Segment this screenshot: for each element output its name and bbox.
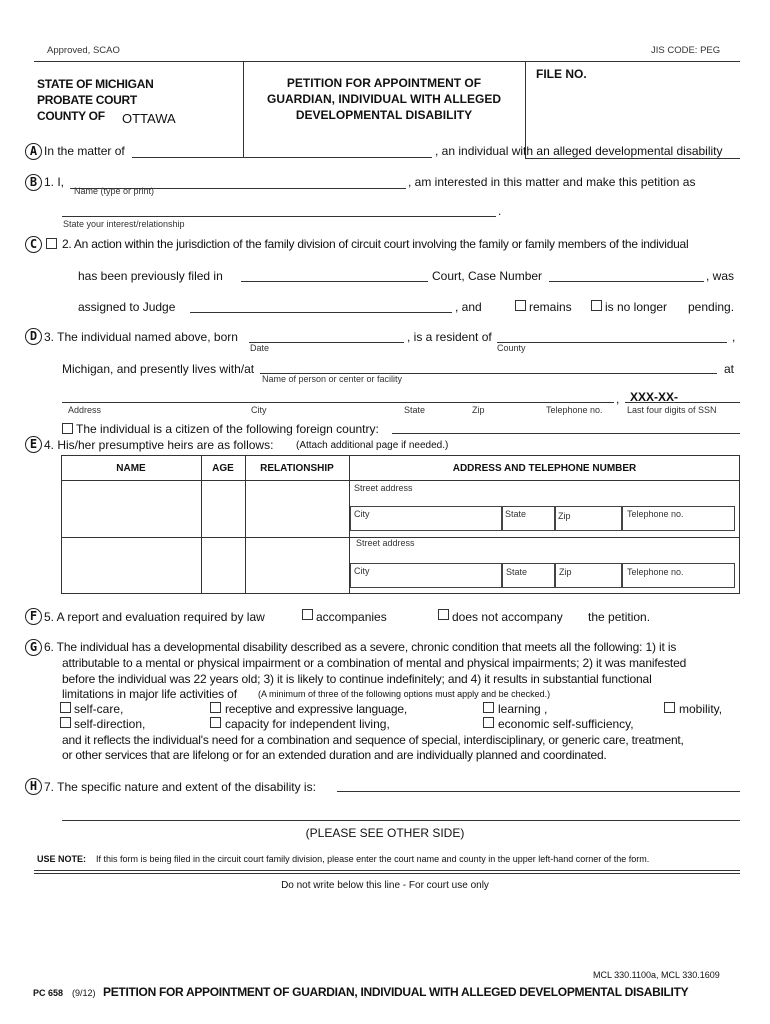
approved-scao: Approved, SCAO bbox=[47, 45, 120, 56]
heir-name-cell[interactable] bbox=[62, 481, 200, 536]
marker-f: F bbox=[25, 608, 42, 625]
col-relationship-header: RELATIONSHIP bbox=[260, 463, 334, 474]
zip-label: Zip bbox=[558, 511, 571, 521]
file-no-label: FILE NO. bbox=[536, 67, 587, 81]
telephone-label: Telephone no. bbox=[627, 509, 684, 519]
court-use-rule-1 bbox=[34, 870, 740, 871]
nature-extent-field-2[interactable] bbox=[62, 820, 740, 821]
heir-relationship-cell[interactable] bbox=[246, 481, 348, 536]
foreign-citizen-label: The individual is a citizen of the following foreign country: bbox=[76, 422, 379, 436]
judge-field[interactable] bbox=[190, 312, 452, 313]
county-hint: County bbox=[497, 343, 526, 353]
title-line-2: GUARDIAN, INDIVIDUAL WITH ALLEGED bbox=[267, 92, 501, 106]
street-address-label: Street address bbox=[356, 538, 415, 548]
marker-d: D bbox=[25, 328, 42, 345]
needs-line-2: or other services that are lifelong or for an extended duration and are individually planned and coordinated. bbox=[62, 748, 607, 762]
state-label: State bbox=[505, 509, 527, 519]
telephone-label: Telephone no. bbox=[627, 567, 684, 577]
language-label: receptive and expressive language, bbox=[225, 702, 407, 716]
city-label: City bbox=[354, 566, 370, 576]
criteria-line-3: before the individual was 22 years old; 3) it is likely to continue indefinitely; and 4) it results in substantial functional bbox=[62, 672, 652, 686]
city-cell[interactable] bbox=[350, 563, 502, 588]
self-care-checkbox[interactable] bbox=[60, 702, 71, 713]
does-not-accompany-label: does not accompany bbox=[452, 610, 563, 624]
matter-of-label: In the matter of bbox=[44, 144, 125, 158]
telephone-hint: Telephone no. bbox=[546, 405, 603, 415]
state-label: STATE OF MICHIGAN bbox=[37, 77, 154, 91]
date-hint: Date bbox=[250, 343, 270, 353]
state-label: State bbox=[506, 567, 528, 577]
criteria-line-2: attributable to a mental or physical impairment or a combination of mental and physical impairments; 2) it was manifested bbox=[62, 656, 687, 670]
ssn-value: XXX-XX- bbox=[630, 390, 679, 404]
does-not-accompany-checkbox[interactable] bbox=[438, 609, 449, 620]
no-longer-checkbox[interactable] bbox=[591, 300, 602, 311]
foreign-country-field[interactable] bbox=[392, 433, 740, 434]
footer-form-title: PETITION FOR APPOINTMENT OF GUARDIAN, INDIVIDUAL WITH ALLEGED DEVELOPMENTAL DISABILITY bbox=[103, 985, 689, 999]
economic-self-sufficiency-label: economic self-sufficiency, bbox=[498, 717, 634, 731]
address-comma: , bbox=[616, 392, 620, 406]
heir-name-cell[interactable] bbox=[62, 538, 200, 593]
city-hint: City bbox=[251, 405, 267, 415]
prev-filed-label: has been previously filed in bbox=[78, 269, 223, 283]
self-care-label: self-care, bbox=[74, 702, 124, 716]
court-case-label: Court, Case Number bbox=[432, 269, 543, 283]
heirs-label: 4. His/her presumptive heirs are as follows: bbox=[44, 438, 274, 452]
remains-label: remains bbox=[529, 300, 572, 314]
at-label: at bbox=[724, 362, 735, 376]
mobility-checkbox[interactable] bbox=[664, 702, 675, 713]
city-cell[interactable] bbox=[350, 506, 502, 531]
court-label: PROBATE COURT bbox=[37, 93, 137, 107]
prior-action-text: 2. An action within the jurisdiction of the family division of circuit court involving the family or family members of the individual bbox=[62, 237, 689, 251]
marker-h: H bbox=[25, 778, 42, 795]
accompanies-label: accompanies bbox=[316, 610, 387, 624]
see-other-side: (PLEASE SEE OTHER SIDE) bbox=[305, 826, 465, 840]
court-use-note: Do not write below this line - For court use only bbox=[281, 880, 489, 891]
self-direction-label: self-direction, bbox=[74, 717, 146, 731]
foreign-citizen-checkbox[interactable] bbox=[62, 423, 73, 434]
born-label: 3. The individual named above, born bbox=[44, 330, 238, 344]
needs-line-1: and it reflects the individual's need for a combination and sequence of special, interdisciplinary, or generic care, treatment, bbox=[62, 733, 684, 747]
marker-g: G bbox=[25, 639, 42, 656]
jis-code: JIS CODE: PEG bbox=[651, 45, 721, 56]
nature-extent-label: 7. The specific nature and extent of the disability is: bbox=[44, 780, 316, 794]
col-age-header: AGE bbox=[212, 463, 234, 474]
criteria-line-4: limitations in major life activities of bbox=[62, 687, 237, 701]
heir-age-cell[interactable] bbox=[202, 481, 244, 536]
case-number-field[interactable] bbox=[549, 281, 704, 282]
court-use-area bbox=[34, 895, 740, 965]
nature-extent-field-1[interactable] bbox=[337, 791, 740, 792]
col-name-header: NAME bbox=[116, 463, 146, 474]
street-address-label: Street address bbox=[354, 483, 413, 493]
interest-relationship-field[interactable] bbox=[62, 216, 496, 217]
zip-label: Zip bbox=[559, 567, 572, 577]
resident-comma: , bbox=[732, 330, 736, 344]
zip-hint: Zip bbox=[472, 405, 485, 415]
language-checkbox[interactable] bbox=[210, 702, 221, 713]
self-direction-checkbox[interactable] bbox=[60, 717, 71, 728]
address-hint: Address bbox=[68, 405, 102, 415]
heir-relationship-cell[interactable] bbox=[246, 538, 348, 593]
remains-checkbox[interactable] bbox=[515, 300, 526, 311]
birth-date-field[interactable] bbox=[249, 342, 404, 343]
the-petition-label: the petition. bbox=[588, 610, 651, 624]
report-label: 5. A report and evaluation required by law bbox=[44, 610, 265, 624]
lives-with-label: Michigan, and presently lives with/at bbox=[62, 362, 255, 376]
was-label: , was bbox=[706, 269, 735, 283]
state-hint: State bbox=[404, 405, 426, 415]
criteria-line-1: 6. The individual has a developmental disability described as a severe, chronic condition that meets all the following: 1) it is bbox=[44, 640, 677, 654]
county-label: COUNTY OF bbox=[37, 109, 105, 123]
learning-label: learning , bbox=[498, 702, 548, 716]
county-field[interactable]: OTTAWA bbox=[122, 111, 176, 126]
form-id: PC 658 bbox=[33, 988, 64, 998]
heir-age-cell[interactable] bbox=[202, 538, 244, 593]
pending-label: pending. bbox=[688, 300, 735, 314]
mobility-label: mobility, bbox=[679, 702, 723, 716]
interest-hint: State your interest/relationship bbox=[63, 219, 185, 229]
prior-action-checkbox[interactable] bbox=[46, 238, 57, 249]
court-use-rule-2 bbox=[34, 873, 740, 874]
matter-of-field[interactable] bbox=[132, 157, 432, 158]
no-longer-label: is no longer bbox=[605, 300, 668, 314]
address-line-field[interactable] bbox=[62, 402, 614, 403]
marker-a: A bbox=[25, 143, 42, 160]
use-note-label: USE NOTE: bbox=[37, 854, 87, 864]
mcl-reference: MCL 330.1100a, MCL 330.1609 bbox=[593, 970, 720, 980]
person-facility-hint: Name of person or center or facility bbox=[262, 374, 403, 384]
independent-living-label: capacity for independent living, bbox=[225, 717, 390, 731]
county-residence-field[interactable] bbox=[497, 342, 727, 343]
learning-checkbox[interactable] bbox=[483, 702, 494, 713]
assigned-judge-label: assigned to Judge bbox=[78, 300, 176, 314]
minimum-note: (A minimum of three of the following options must apply and be checked.) bbox=[258, 689, 551, 699]
interest-period: . bbox=[498, 204, 502, 218]
ssn-hint: Last four digits of SSN bbox=[627, 405, 717, 415]
marker-e: E bbox=[25, 436, 42, 453]
attach-note: (Attach additional page if needed.) bbox=[296, 440, 449, 451]
form-date: (9/12) bbox=[72, 988, 96, 998]
matter-of-suffix: , an individual with an alleged developmental disability bbox=[435, 144, 723, 158]
marker-b: B bbox=[25, 174, 42, 191]
title-line-1: PETITION FOR APPOINTMENT OF bbox=[286, 76, 482, 90]
col-address-header: ADDRESS AND TELEPHONE NUMBER bbox=[452, 463, 637, 474]
title-line-3: DEVELOPMENTAL DISABILITY bbox=[295, 108, 473, 122]
name-hint: Name (type or print) bbox=[74, 186, 155, 196]
and-label: , and bbox=[455, 300, 482, 314]
economic-self-sufficiency-checkbox[interactable] bbox=[483, 717, 494, 728]
accompanies-checkbox[interactable] bbox=[302, 609, 313, 620]
file-no-field[interactable] bbox=[526, 62, 739, 157]
file-no-bottom-rule bbox=[525, 158, 740, 159]
prior-court-field[interactable] bbox=[241, 281, 428, 282]
petitioner-suffix: , am interested in this matter and make this petition as bbox=[408, 175, 696, 189]
city-label: City bbox=[354, 509, 370, 519]
resident-label: , is a resident of bbox=[407, 330, 492, 344]
marker-c: C bbox=[25, 236, 42, 253]
independent-living-checkbox[interactable] bbox=[210, 717, 221, 728]
use-note-text: If this form is being filed in the circuit court family division, please enter the court name and county in the upper left-hand corner of the form. bbox=[96, 854, 650, 864]
petitioner-prefix: 1. I, bbox=[44, 175, 65, 189]
